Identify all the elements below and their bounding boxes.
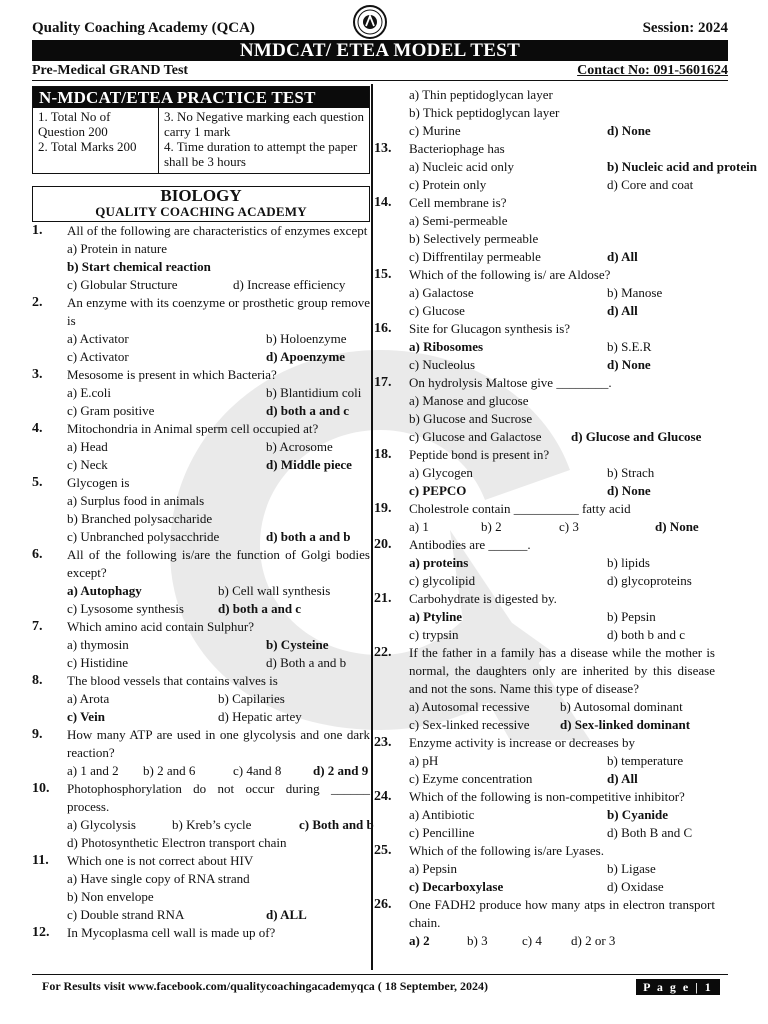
answer-option[interactable]: d) All <box>607 771 638 786</box>
answer-option[interactable]: a) Have single copy of RNA strand <box>67 871 250 886</box>
question-item <box>375 536 715 590</box>
answer-option[interactable]: d) Core and coat <box>607 177 694 192</box>
answer-option[interactable]: d) Sex-linked dominant <box>560 717 691 732</box>
question-item <box>375 788 715 842</box>
option-row <box>409 428 715 446</box>
question-number: 10. <box>32 781 50 796</box>
option-row <box>409 770 715 788</box>
question-number: 13. <box>374 141 392 156</box>
question-stem: Cholestrole contain __________ fatty acid <box>409 501 631 516</box>
left-question-list <box>32 222 374 942</box>
answer-option[interactable]: c) Histidine <box>67 655 129 670</box>
option-row <box>409 482 715 500</box>
option-row <box>409 824 715 842</box>
question-item <box>32 366 370 420</box>
question-number: 16. <box>374 321 392 336</box>
question-item <box>375 86 715 140</box>
answer-option[interactable]: c) Nucleolus <box>409 357 476 372</box>
option-row <box>409 338 715 356</box>
answer-option[interactable]: c) Ezyme concentration <box>409 771 533 786</box>
option-row <box>67 528 370 546</box>
test-banner: NMDCAT/ ETEA MODEL TEST <box>32 40 728 61</box>
practice-info-box <box>32 86 370 174</box>
answer-option[interactable]: b) lipids <box>607 555 650 570</box>
question-item <box>375 320 715 374</box>
option-row <box>67 636 370 654</box>
question-item <box>32 222 370 294</box>
answer-option[interactable]: b) Cell wall synthesis <box>218 583 331 598</box>
option-row <box>67 438 370 456</box>
answer-option[interactable]: b) Capilaries <box>218 691 285 706</box>
question-stem: Carbohydrate is digested by. <box>409 591 557 606</box>
option-row <box>409 302 715 320</box>
option-row <box>409 212 715 230</box>
option-row <box>409 698 715 716</box>
question-item <box>375 734 715 788</box>
question-stem: Mitochondria in Animal sperm cell occupied at? <box>67 421 319 436</box>
answer-option[interactable]: b) Branched polysaccharide <box>67 511 213 526</box>
answer-option[interactable]: c) PEPCO <box>409 483 467 498</box>
answer-option[interactable]: b) temperature <box>607 753 684 768</box>
question-number: 3. <box>32 367 43 382</box>
page-number: P a g e | 1 <box>636 979 720 995</box>
answer-option[interactable]: d) Hepatic artey <box>218 709 302 724</box>
question-stem: Photophosphorylation do not occur during ______ process. <box>67 781 370 814</box>
right-question-list <box>374 86 757 950</box>
option-row <box>409 104 715 122</box>
answer-option[interactable]: a) Glycolysis <box>67 817 136 832</box>
answer-option[interactable]: b) Thick peptidoglycan layer <box>409 105 560 120</box>
practice-box-title: N-MDCAT/ETEA PRACTICE TEST <box>33 87 369 108</box>
question-item <box>375 896 715 950</box>
answer-option[interactable]: c) glycolipid <box>409 573 476 588</box>
question-stem: Glycogen is <box>67 475 130 490</box>
option-row <box>409 392 715 410</box>
answer-option[interactable]: d) Glucose and Glucose <box>571 429 702 444</box>
academy-name: Quality Coaching Academy (QCA) <box>32 20 255 36</box>
option-row <box>409 230 715 248</box>
question-item <box>375 374 715 446</box>
question-item <box>32 672 370 726</box>
option-row <box>67 492 370 510</box>
answer-option[interactable]: d) Apoenzyme <box>266 349 346 364</box>
option-row <box>409 86 715 104</box>
answer-option[interactable]: a) Pepsin <box>409 861 458 876</box>
answer-option[interactable]: d) both a and b <box>266 529 351 544</box>
question-number: 6. <box>32 547 43 562</box>
answer-option[interactable]: c) Protein only <box>409 177 487 192</box>
contact-number: Contact No: 091-5601624 <box>577 63 728 78</box>
answer-option[interactable]: b) Cyanide <box>607 807 669 822</box>
answer-option[interactable]: a) E.coli <box>67 385 112 400</box>
answer-option[interactable]: d) Photosynthetic Electron transport chain <box>67 835 287 850</box>
answer-option[interactable]: a) Arota <box>67 691 110 706</box>
answer-option[interactable]: b) S.E.R <box>607 339 652 354</box>
option-row <box>67 816 374 834</box>
subject-heading <box>32 186 370 222</box>
session-label: Session: 2024 <box>642 20 728 36</box>
option-row <box>67 582 370 600</box>
answer-option[interactable]: d) both b and c <box>607 627 685 642</box>
answer-option[interactable]: d) None <box>607 357 651 372</box>
option-row <box>409 248 715 266</box>
option-row <box>67 762 370 780</box>
answer-option[interactable]: b) Glucose and Sucrose <box>409 411 533 426</box>
answer-option[interactable]: c) Unbranched polysacchride <box>67 529 220 544</box>
answer-option[interactable]: c) Glucose and Galactose <box>409 429 542 444</box>
question-item <box>375 446 715 500</box>
column-divider <box>371 84 373 970</box>
option-row <box>67 456 370 474</box>
question-stem: If the father in a family has a disease while the mother is normal, the daughters only are inherited by this disease and not the sons. Name this type of disease? <box>409 645 715 696</box>
question-stem: Antibodies are ______. <box>409 537 531 552</box>
test-name: Pre-Medical GRAND Test <box>32 63 189 78</box>
answer-option[interactable]: b) Autosomal dominant <box>560 699 683 714</box>
question-item <box>32 546 370 618</box>
question-item <box>32 726 370 780</box>
question-number: 1. <box>32 223 43 238</box>
answer-option[interactable]: a) Nucleic acid only <box>409 159 515 174</box>
question-stem: On hydrolysis Maltose give ________. <box>409 375 612 390</box>
answer-option[interactable]: a) Semi-permeable <box>409 213 508 228</box>
answer-option[interactable]: a) Glycogen <box>409 465 473 480</box>
subject-title: BIOLOGY <box>160 186 242 205</box>
question-stem: An enzyme with its coenzyme or prosthetic group remove is <box>67 295 370 328</box>
option-row <box>67 348 370 366</box>
answer-option[interactable]: c) Glucose <box>409 303 465 318</box>
option-row <box>409 806 715 824</box>
option-row <box>409 410 715 428</box>
question-stem: Site for Glucagon synthesis is? <box>409 321 571 336</box>
answer-option[interactable]: b) Manose <box>607 285 663 300</box>
question-number: 17. <box>374 375 392 390</box>
option-row <box>67 510 370 528</box>
answer-option[interactable]: c) 3 <box>559 519 579 534</box>
answer-option[interactable]: a) Protein in nature <box>67 241 167 256</box>
option-row <box>409 752 715 770</box>
question-number: 21. <box>374 591 392 606</box>
option-row <box>409 122 715 140</box>
answer-option[interactable]: c) trypsin <box>409 627 459 642</box>
question-number: 26. <box>374 897 392 912</box>
option-row <box>67 600 370 618</box>
question-item <box>375 500 715 536</box>
answer-option[interactable]: d) both a and c <box>266 403 350 418</box>
option-row <box>67 276 370 294</box>
question-stem: Which amino acid contain Sulphur? <box>67 619 255 634</box>
question-item <box>32 420 370 474</box>
header-top-row <box>32 20 728 40</box>
answer-option[interactable]: a) 2 <box>409 933 430 948</box>
question-stem: Which of the following is/ are Aldose? <box>409 267 611 282</box>
answer-option[interactable]: a) pH <box>409 753 439 768</box>
option-row <box>409 860 715 878</box>
answer-option[interactable]: a) Antibiotic <box>409 807 475 822</box>
practice-info-item: 3. No Negative marking each question carry 1 mark <box>164 109 364 139</box>
option-row <box>67 402 370 420</box>
option-row <box>67 906 370 924</box>
question-number: 20. <box>374 537 392 552</box>
option-row <box>67 258 370 276</box>
question-item <box>32 780 374 852</box>
answer-option[interactable]: b) Strach <box>607 465 655 480</box>
answer-option[interactable]: b) Nucleic acid and protein <box>607 159 757 174</box>
answer-option[interactable]: c) Sex-linked recessive <box>409 717 530 732</box>
option-row <box>409 626 715 644</box>
question-number: 11. <box>32 853 49 868</box>
option-row <box>67 240 370 258</box>
left-column <box>32 86 374 942</box>
question-number: 19. <box>374 501 392 516</box>
answer-option[interactable]: c) Vein <box>67 709 105 724</box>
option-row <box>67 708 370 726</box>
answer-option[interactable]: b) 3 <box>467 933 488 948</box>
answer-option[interactable]: c) Double strand RNA <box>67 907 185 922</box>
answer-option[interactable]: a) Autophagy <box>67 583 142 598</box>
option-row <box>67 888 370 906</box>
option-row <box>67 384 370 402</box>
option-row <box>409 464 715 482</box>
answer-option[interactable]: b) Kreb’s cycle <box>172 817 252 832</box>
question-stem: All of the following is/are the function of Golgi bodies except? <box>67 547 370 580</box>
question-item <box>374 140 757 194</box>
option-row <box>409 572 715 590</box>
option-row <box>67 330 370 348</box>
answer-option[interactable]: a) Galactose <box>409 285 474 300</box>
option-row <box>409 608 715 626</box>
question-stem: Enzyme activity is increase or decreases by <box>409 735 635 750</box>
answer-option[interactable]: a) Autosomal recessive <box>409 699 530 714</box>
question-number: 15. <box>374 267 392 282</box>
question-stem: Peptide bond is present in? <box>409 447 550 462</box>
question-stem: In Mycoplasma cell wall is made up of? <box>67 925 276 940</box>
question-number: 4. <box>32 421 43 436</box>
answer-option[interactable]: c) Neck <box>67 457 108 472</box>
question-number: 25. <box>374 843 392 858</box>
answer-option[interactable]: a) 1 <box>409 519 429 534</box>
answer-option[interactable]: b) Ligase <box>607 861 656 876</box>
question-stem: Which one is not correct about HIV <box>67 853 254 868</box>
question-item <box>32 618 370 672</box>
question-stem: All of the following are characteristics of enzymes except <box>67 223 368 238</box>
answer-option[interactable]: b) Acrosome <box>266 439 333 454</box>
question-number: 7. <box>32 619 43 634</box>
answer-option[interactable]: c) Both and b <box>299 817 374 832</box>
option-row <box>67 690 370 708</box>
answer-option[interactable]: a) Ribosomes <box>409 339 484 354</box>
answer-option[interactable]: d) None <box>607 483 651 498</box>
answer-option[interactable]: c) Diffrentilay permeable <box>409 249 541 264</box>
question-stem: Mesosome is present in which Bacteria? <box>67 367 277 382</box>
question-item <box>375 644 715 734</box>
question-stem: One FADH2 produce how many atps in electron transport chain. <box>409 897 715 930</box>
question-number: 8. <box>32 673 43 688</box>
option-row <box>409 518 715 536</box>
answer-option[interactable]: c) Activator <box>67 349 129 364</box>
option-row <box>409 878 715 896</box>
question-stem: Which of the following is/are Lyases. <box>409 843 604 858</box>
question-number: 14. <box>374 195 392 210</box>
answer-option[interactable]: d) Middle piece <box>266 457 352 472</box>
question-number: 18. <box>374 447 392 462</box>
answer-option[interactable]: d) All <box>607 303 638 318</box>
option-row <box>409 356 715 374</box>
answer-option[interactable]: c) Pencilline <box>409 825 475 840</box>
answer-option[interactable]: b) 2 and 6 <box>143 763 196 778</box>
answer-option[interactable]: b) Selectively permeable <box>409 231 539 246</box>
question-stem: Which of the following is non-competitive inhibitor? <box>409 789 685 804</box>
question-number: 24. <box>374 789 392 804</box>
header-sub-row <box>32 63 728 81</box>
question-number: 5. <box>32 475 43 490</box>
answer-option[interactable]: b) 2 <box>481 519 502 534</box>
answer-option[interactable]: d) 2 or 3 <box>571 933 616 948</box>
question-stem: Cell membrane is? <box>409 195 507 210</box>
question-item <box>32 924 370 942</box>
answer-option[interactable]: c) Gram positive <box>67 403 155 418</box>
answer-option[interactable]: d) both a and c <box>218 601 302 616</box>
answer-option[interactable]: a) Activator <box>67 331 129 346</box>
answer-option[interactable]: a) Ptyline <box>409 609 463 624</box>
answer-option[interactable]: d) Both B and C <box>607 825 693 840</box>
question-item <box>375 266 715 320</box>
option-row <box>409 554 715 572</box>
question-item <box>375 194 715 266</box>
question-number: 12. <box>32 925 50 940</box>
answer-option[interactable]: d) None <box>655 519 699 534</box>
answer-option[interactable]: b) Blantidium coli <box>266 385 362 400</box>
answer-option[interactable]: a) Thin peptidoglycan layer <box>409 87 553 102</box>
question-item <box>375 842 715 896</box>
question-number: 22. <box>374 645 392 660</box>
answer-option[interactable]: d) Increase efficiency <box>233 277 346 292</box>
question-stem: How many ATP are used in one glycolysis and one dark reaction? <box>67 727 370 760</box>
answer-option[interactable]: c) Decarboxylase <box>409 879 504 894</box>
option-row <box>409 176 715 194</box>
answer-option[interactable]: c) Lysosome synthesis <box>67 601 184 616</box>
answer-option[interactable]: d) ALL <box>266 907 307 922</box>
footer <box>32 974 728 994</box>
practice-info-item: 1. Total No of Question 200 <box>38 109 111 139</box>
practice-info-item: 2. Total Marks 200 <box>38 139 137 154</box>
option-row <box>409 158 757 176</box>
question-item <box>32 474 370 546</box>
option-row <box>67 834 370 852</box>
question-number: 2. <box>32 295 43 310</box>
option-row <box>409 284 715 302</box>
question-item <box>32 852 370 924</box>
answer-option[interactable]: d) 2 and 9 <box>313 763 369 778</box>
option-row <box>409 716 715 734</box>
answer-option[interactable]: b) Pepsin <box>607 609 656 624</box>
question-item <box>375 590 715 644</box>
subject-subtitle: QUALITY COACHING ACADEMY <box>95 204 307 219</box>
answer-option[interactable]: c) 4 <box>522 933 542 948</box>
answer-option[interactable]: a) Manose and glucose <box>409 393 529 408</box>
footer-results-link: For Results visit www.facebook.com/qualitycoachingacademyqca ( 18 September, 2024) <box>42 979 488 993</box>
answer-option[interactable]: a) Surplus food in animals <box>67 493 205 508</box>
answer-option[interactable]: b) Holoenzyme <box>266 331 347 346</box>
question-number: 9. <box>32 727 43 742</box>
answer-option[interactable]: a) Head <box>67 439 108 454</box>
answer-option[interactable]: a) thymosin <box>67 637 129 652</box>
answer-option[interactable]: d) Both a and b <box>266 655 347 670</box>
answer-option[interactable]: b) Start chemical reaction <box>67 259 211 274</box>
answer-option[interactable]: d) All <box>607 249 638 264</box>
answer-option[interactable]: a) proteins <box>409 555 469 570</box>
right-column <box>374 86 757 950</box>
answer-option[interactable]: a) 1 and 2 <box>67 763 119 778</box>
option-row <box>67 870 370 888</box>
answer-option[interactable]: d) None <box>607 123 651 138</box>
answer-option[interactable]: d) Oxidase <box>607 879 664 894</box>
answer-option[interactable]: c) Globular Structure <box>67 277 178 292</box>
answer-option[interactable]: d) glycoproteins <box>607 573 692 588</box>
practice-info-item: 4. Time duration to attempt the paper shall be 3 hours <box>164 139 358 169</box>
qca-logo-icon <box>352 4 388 40</box>
option-row <box>67 654 370 672</box>
answer-option[interactable]: c) Murine <box>409 123 461 138</box>
answer-option[interactable]: b) Cysteine <box>266 637 329 652</box>
question-number: 23. <box>374 735 392 750</box>
answer-option[interactable]: b) Non envelope <box>67 889 154 904</box>
question-item <box>32 294 370 366</box>
question-stem: Bacteriophage has <box>409 141 505 156</box>
answer-option[interactable]: c) 4and 8 <box>233 763 282 778</box>
question-stem: The blood vessels that contains valves is <box>67 673 278 688</box>
option-row <box>409 932 715 950</box>
